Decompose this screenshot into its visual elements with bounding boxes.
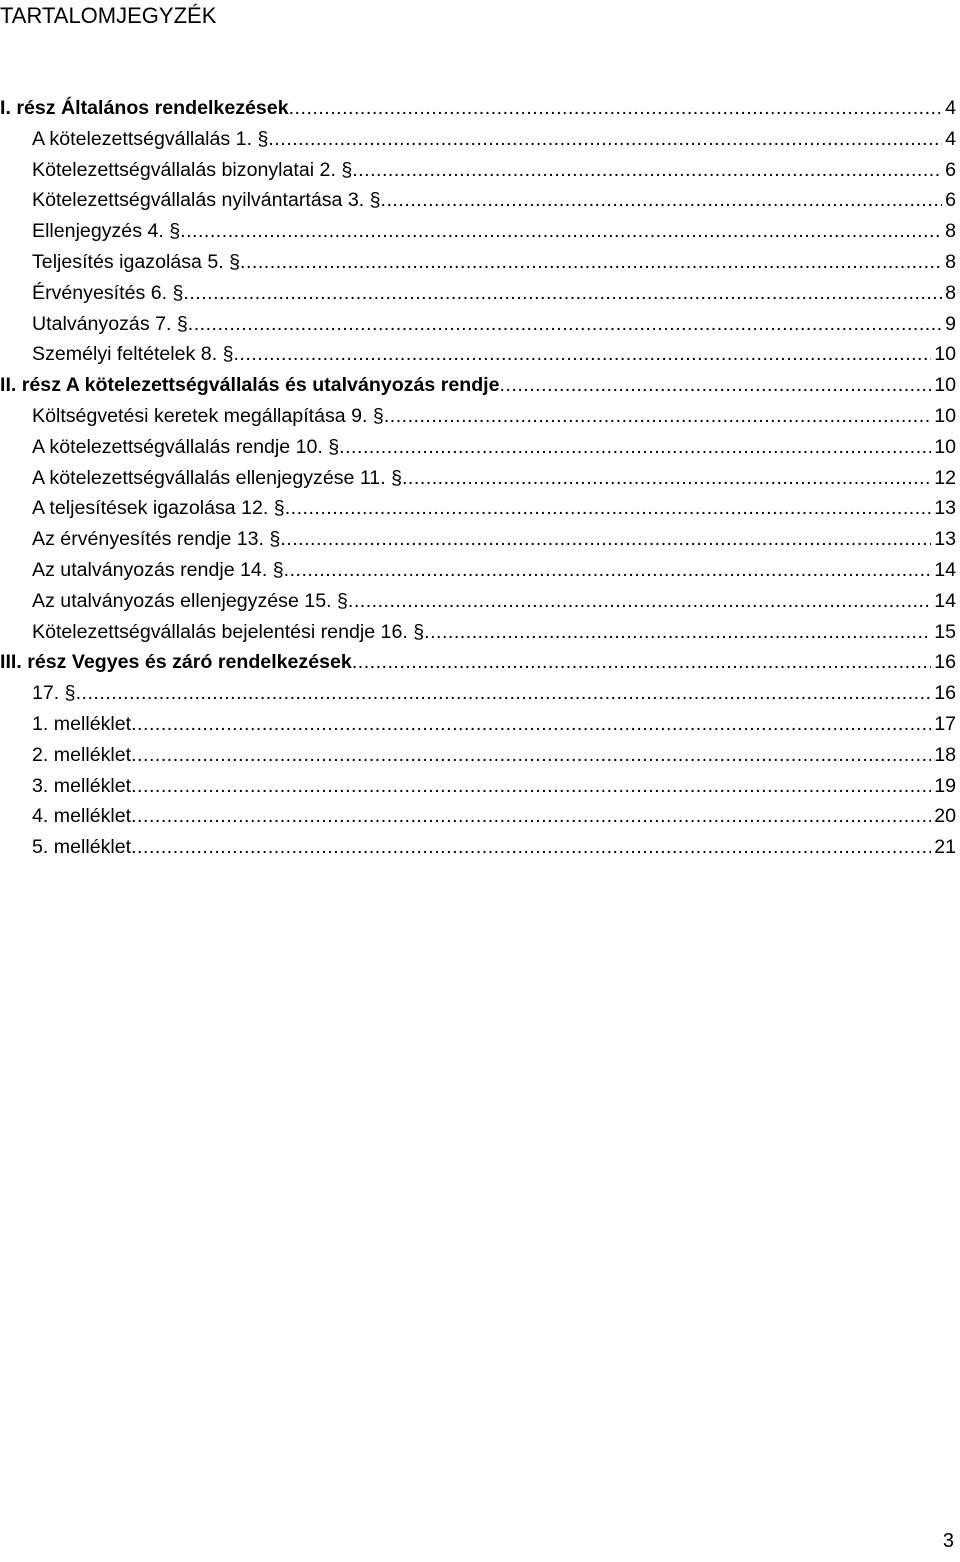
toc-dot-leader: [188, 309, 942, 340]
toc-dot-leader: [284, 555, 932, 586]
toc-entry-label: Érvényesítés 6. §: [32, 281, 184, 304]
toc-entry[interactable]: [0, 278, 956, 309]
toc-entry-label: Kötelezettségvállalás bizonylatai 2. §: [32, 158, 353, 181]
toc-entry[interactable]: [0, 617, 956, 648]
toc-entry-label: II. rész A kötelezettségvállalás és utalványozás rendje: [0, 374, 500, 397]
toc-entry-page: 21: [934, 836, 956, 859]
toc-dot-leader: [268, 124, 942, 155]
toc-entry-page: 20: [934, 805, 956, 828]
toc-entry-label: Teljesítés igazolása 5. §: [32, 250, 241, 273]
toc-entry[interactable]: [0, 124, 956, 155]
toc-entry[interactable]: [0, 586, 956, 617]
toc-dot-leader: [183, 278, 942, 309]
toc-entry-page: 16: [934, 651, 956, 674]
toc-dot-leader: [233, 339, 931, 370]
toc-entry-page: 4: [945, 127, 956, 150]
toc-entry[interactable]: [0, 678, 956, 709]
toc-entry[interactable]: [0, 463, 956, 494]
toc-entry[interactable]: [0, 185, 956, 216]
toc-entry-label: 1. melléklet: [32, 712, 132, 735]
toc-entry-label: Kötelezettségvállalás nyilvántartása 3. §: [32, 189, 381, 212]
toc-entry-label: A kötelezettségvállalás 1. §: [32, 127, 269, 150]
toc-entry[interactable]: [0, 401, 956, 432]
toc-entry-label: Személyi feltételek 8. §: [32, 343, 234, 366]
toc-entry[interactable]: [0, 555, 956, 586]
toc-entry-page: 4: [945, 97, 956, 119]
toc-part-heading[interactable]: [0, 647, 956, 678]
toc-entry-page: 17: [934, 712, 956, 735]
toc-entry[interactable]: [0, 832, 956, 863]
toc-entry-label: 3. melléklet: [32, 774, 132, 797]
toc-part-heading[interactable]: [0, 93, 956, 124]
toc-dot-leader: [131, 740, 931, 771]
toc-entry-page: 14: [934, 589, 956, 612]
toc-entry-page: 13: [934, 528, 956, 551]
toc-entry-label: Utalványozás 7. §: [32, 312, 188, 335]
toc-entry-page: 16: [934, 682, 956, 705]
toc-entry[interactable]: [0, 432, 956, 463]
toc-entry[interactable]: [0, 771, 956, 802]
toc-entry-label: 5. melléklet: [32, 836, 132, 859]
toc-dot-leader: [289, 93, 942, 124]
page-number: 3: [942, 1530, 954, 1552]
toc-entry-page: 9: [945, 312, 956, 335]
toc-dot-leader: [348, 586, 931, 617]
toc-entry-label: 17. §: [32, 682, 76, 705]
toc-entry-page: 10: [934, 404, 956, 427]
toc-dot-leader: [280, 524, 931, 555]
toc-dot-leader: [240, 247, 942, 278]
toc-dot-leader: [285, 493, 932, 524]
toc-entry-label: III. rész Vegyes és záró rendelkezések: [0, 651, 352, 674]
toc-entry[interactable]: [0, 247, 956, 278]
toc-entry-page: 8: [945, 250, 956, 273]
toc-entry-page: 6: [945, 189, 956, 212]
toc-entry-page: 8: [945, 220, 956, 243]
toc-entry-page: 6: [945, 158, 956, 181]
toc-entry[interactable]: [0, 709, 956, 740]
toc-entry[interactable]: [0, 801, 956, 832]
toc-entry-page: 19: [934, 774, 956, 797]
toc-entry-page: 13: [934, 497, 956, 520]
toc-entry-label: A kötelezettségvállalás ellenjegyzése 11. §: [32, 466, 402, 489]
toc-entry[interactable]: [0, 339, 956, 370]
toc-dot-leader: [424, 617, 931, 648]
page-title: TARTALOMJEGYZÉK: [0, 3, 217, 28]
toc-entry-label: Az érvényesítés rendje 13. §: [32, 528, 281, 551]
toc-entry-page: 8: [945, 281, 956, 304]
toc-dot-leader: [384, 401, 931, 432]
toc-dot-leader: [352, 647, 931, 678]
toc-entry-page: 15: [934, 620, 956, 643]
toc-entry-page: 10: [934, 343, 956, 366]
toc-part-heading[interactable]: [0, 370, 956, 401]
toc-dot-leader: [381, 185, 943, 216]
toc-entry-label: Kötelezettségvállalás bejelentési rendje 16. §: [32, 620, 425, 643]
toc-dot-leader: [131, 832, 931, 863]
toc-entry-label: 2. melléklet: [32, 743, 132, 766]
toc-dot-leader: [339, 432, 931, 463]
toc-dot-leader: [402, 463, 931, 494]
toc-entry[interactable]: [0, 493, 956, 524]
toc-entry[interactable]: [0, 309, 956, 340]
toc-entry-label: A teljesítések igazolása 12. §: [32, 497, 285, 520]
toc-entry-page: 14: [934, 558, 956, 581]
toc-entry-label: Ellenjegyzés 4. §: [32, 220, 181, 243]
toc-entry-label: Költségvetési keretek megállapítása 9. §: [32, 404, 384, 427]
toc-entry[interactable]: [0, 740, 956, 771]
toc-dot-leader: [76, 678, 932, 709]
toc-dot-leader: [131, 801, 931, 832]
toc-dot-leader: [131, 771, 931, 802]
toc-entry[interactable]: [0, 524, 956, 555]
toc-dot-leader: [180, 216, 942, 247]
toc-entry-page: 18: [934, 743, 956, 766]
toc-entry-label: I. rész Általános rendelkezések: [0, 97, 289, 119]
toc-entry-label: Az utalványozás rendje 14. §: [32, 558, 284, 581]
toc-entry-label: A kötelezettségvállalás rendje 10. §: [32, 435, 340, 458]
toc-entry[interactable]: [0, 216, 956, 247]
toc-dot-leader: [131, 709, 931, 740]
toc-entry-page: 10: [934, 374, 956, 397]
table-of-contents: [0, 93, 956, 863]
toc-entry[interactable]: [0, 155, 956, 186]
toc-entry-page: 12: [934, 466, 956, 489]
toc-dot-leader: [500, 370, 932, 401]
toc-entry-label: Az utalványozás ellenjegyzése 15. §: [32, 589, 348, 612]
toc-entry-page: 10: [934, 435, 956, 458]
toc-dot-leader: [352, 155, 942, 186]
toc-entry-label: 4. melléklet: [32, 805, 132, 828]
